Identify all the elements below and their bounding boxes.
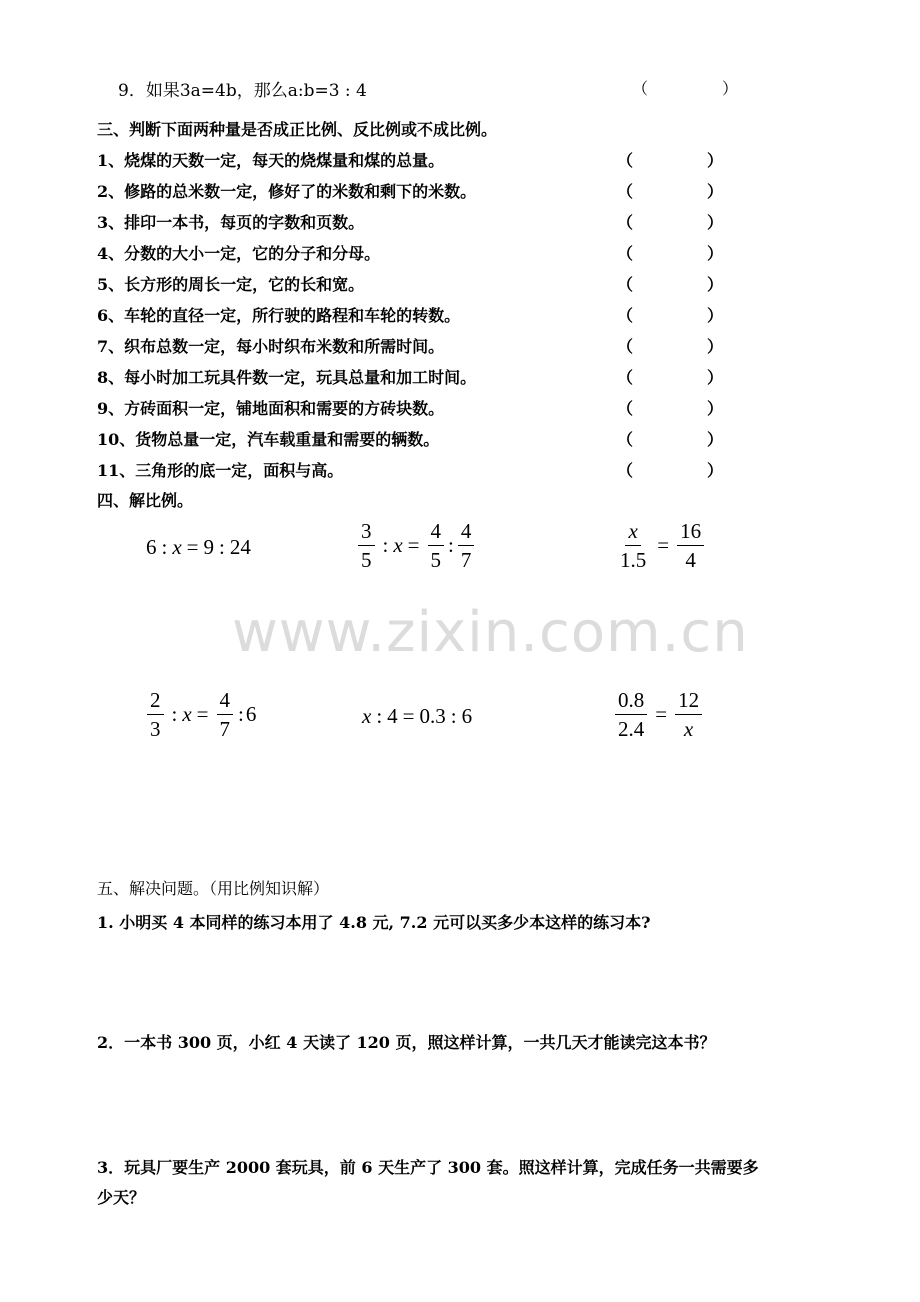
equation-4 [144,688,256,741]
equals: = [655,702,668,726]
answer-parens[interactable] [617,272,723,295]
term: 24 [229,535,251,559]
answer-parens[interactable] [617,148,723,171]
paren-close: ） [707,461,724,480]
answer-parens[interactable] [617,458,723,481]
term: 6 [146,535,157,559]
section4-title: 四、解比例。 [97,491,194,510]
term: 6 [245,702,257,726]
equals: = [402,704,415,728]
term: 0.3 [419,704,446,728]
fraction: $\frac{12}{x}$ [675,688,702,741]
answer-parens[interactable] [617,210,723,233]
answer-parens[interactable] [617,334,723,357]
fraction: $\frac{x}{1.5}$ [620,519,647,572]
colon: : [238,702,244,726]
equals: = [196,702,209,726]
fraction: $\frac{2}{3}$ [147,688,164,741]
fraction: $\frac{4}{7}$ [458,519,475,572]
paren-close: ） [707,244,724,263]
problem-1: 1. 小明买 4 本同样的练习本用了 4.8 元, 7.2 元可以买多少本这样的练习本? [97,913,651,932]
colon: : [382,533,389,557]
paren-open: （ [617,151,634,170]
judgment-item: 8、每小时加工玩具件数一定，玩具总量和加工时间。 [97,368,477,387]
answer-parens[interactable] [617,427,723,450]
judgment-item: 6、车轮的直径一定，所行驶的路程和车轮的转数。 [97,306,461,325]
paren-close: ） [707,306,724,325]
fraction: $\frac{4}{5}$ [428,519,445,572]
equation-5 [362,704,472,729]
variable: x [172,535,182,559]
paren-open: （ [617,461,634,480]
q9-answer-parens[interactable] [632,76,738,99]
paren-open: （ [617,399,634,418]
judgment-item: 10、货物总量一定，汽车载重量和需要的辆数。 [97,430,440,449]
paren-close: ） [707,399,724,418]
judgment-item: 4、分数的大小一定，它的分子和分母。 [97,244,381,263]
answer-parens[interactable] [617,365,723,388]
variable: x [362,704,372,728]
equation-6 [612,688,705,741]
paren-close: ） [707,182,724,201]
answer-parens[interactable] [617,303,723,326]
paren-open: （ [617,306,634,325]
paren-open: （ [632,79,649,98]
equation-1 [146,535,251,560]
section3-title: 三、判断下面两种量是否成正比例、反比例或不成比例。 [97,120,498,139]
paren-open: （ [617,368,634,387]
equals: = [407,533,420,557]
paren-close: ） [707,275,724,294]
answer-parens[interactable] [617,179,723,202]
judgment-item: 9、方砖面积一定，铺地面积和需要的方砖块数。 [97,399,445,418]
judgment-item: 2、修路的总米数一定，修好了的米数和剩下的米数。 [97,182,477,201]
paren-close: ） [722,79,739,98]
q9-text: 9．如果3a=4b，那么a:b=3 : 4 [118,81,367,101]
problem-3-line-1: 3．玩具厂要生产 2000 套玩具，前 6 天生产了 300 套。照这样计算，完成任务一共需要多 [97,1158,759,1177]
answer-parens[interactable] [617,396,723,419]
problem-3-line-2: 少天？ [97,1188,146,1207]
variable: x [182,702,192,726]
paren-close: ） [707,368,724,387]
variable: x [393,533,403,557]
paren-open: （ [617,275,634,294]
fraction: $\frac{3}{5}$ [358,519,375,572]
judgment-item: 5、长方形的周长一定，它的长和宽。 [97,275,365,294]
term: 6 [461,704,473,728]
colon: : [219,535,225,559]
colon: : [171,702,178,726]
judgment-item: 11、三角形的底一定，面积与高。 [97,461,344,480]
section5-title: 五、解决问题。（用比例知识解） [97,879,330,898]
fraction: $\frac{4}{7}$ [217,688,234,741]
paren-open: （ [617,430,634,449]
judgment-item: 7、织布总数一定，每小时织布米数和所需时间。 [97,337,445,356]
colon: : [450,704,457,728]
term: 9 [203,535,215,559]
judgment-item: 1、烧煤的天数一定，每天的烧煤量和煤的总量。 [97,151,445,170]
equation-2 [355,519,477,572]
fraction: $\frac{16}{4}$ [677,519,704,572]
judgment-item: 3、排印一本书，每页的字数和页数。 [97,213,365,232]
problem-2: 2．一本书 300 页，小红 4 天读了 120 页，照这样计算，一共几天才能读完这本书？ [97,1033,716,1052]
paren-close: ） [707,213,724,232]
colon: : [161,535,168,559]
equals: = [657,533,670,557]
colon: : [448,533,454,557]
term: 4 [387,704,398,728]
paren-close: ） [707,430,724,449]
paren-close: ） [707,337,724,356]
paren-open: （ [617,244,634,263]
colon: : [376,704,383,728]
paren-close: ） [707,151,724,170]
paren-open: （ [617,213,634,232]
answer-parens[interactable] [617,241,723,264]
paren-open: （ [617,182,634,201]
equals: = [186,535,199,559]
equation-3 [614,519,707,572]
paren-open: （ [617,337,634,356]
watermark: www.zixin.com.cn [232,600,749,665]
fraction: $\frac{0.8}{2.4}$ [615,688,647,741]
